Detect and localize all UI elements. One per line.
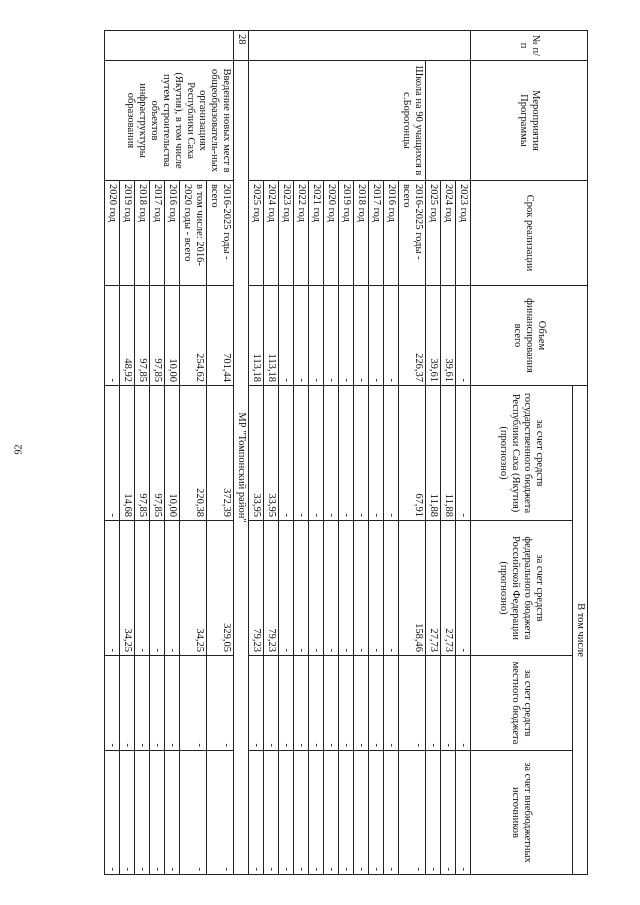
rs-budget-cell: 97,85 (150, 386, 165, 521)
local-budget-cell: - (294, 656, 309, 751)
rs-budget-cell: 33,95 (264, 386, 279, 521)
period-cell: 2025 год (426, 181, 441, 286)
rs-budget-cell: 11,88 (441, 386, 456, 521)
period-cell: 2019 год (339, 181, 354, 286)
fed-budget-cell: 79,23 (249, 521, 264, 656)
fed-budget-cell: - (354, 521, 369, 656)
extra-budget-cell: - (324, 751, 339, 875)
local-budget-cell: - (441, 656, 456, 751)
total-cell: - (456, 286, 471, 386)
header-rs-budget: за счет средств государственного бюджета Республики Саха (Якутия) (прогнозно) (471, 386, 573, 521)
local-budget-cell: - (354, 656, 369, 751)
total-cell: 97,85 (150, 286, 165, 386)
rs-budget-cell: 97,85 (135, 386, 150, 521)
period-cell: 2016-2025 годы - всего (399, 181, 426, 286)
period-cell: 2017 год (369, 181, 384, 286)
period-cell: 2020 год (324, 181, 339, 286)
period-cell: 2019 год (120, 181, 135, 286)
measure-cell: Введение новых мест в общеобразователь-ных организациях Республики Саха (Якутия), в том числе путем строительства объектов инфраструктуры образования (105, 61, 234, 181)
period-cell: 2018 год (354, 181, 369, 286)
local-budget-cell: - (324, 656, 339, 751)
fed-budget-cell: 329,05 (207, 521, 234, 656)
rs-budget-cell: - (369, 386, 384, 521)
extra-budget-cell: - (105, 751, 120, 875)
header-total: Объем финансирования всего (471, 286, 588, 386)
period-cell: 2025 год (249, 181, 264, 286)
fed-budget-cell: - (456, 521, 471, 656)
total-cell: 113,18 (249, 286, 264, 386)
period-cell: 2016 год (384, 181, 399, 286)
rs-budget-cell: 14,68 (120, 386, 135, 521)
financing-table (104, 30, 588, 875)
period-cell: 2016-2025 годы - всего (207, 181, 234, 286)
fed-budget-cell: 34,25 (120, 521, 135, 656)
extra-budget-cell: - (150, 751, 165, 875)
rs-budget-cell: 372,39 (207, 386, 234, 521)
measure-cell (426, 61, 471, 181)
fed-budget-cell: - (279, 521, 294, 656)
extra-budget-cell: - (294, 751, 309, 875)
total-cell: 113,18 (264, 286, 279, 386)
fed-budget-cell: 27,73 (426, 521, 441, 656)
total-cell: 701,44 (207, 286, 234, 386)
local-budget-cell: - (180, 656, 207, 751)
school-name-cell: Школа на 90 учащихся в с.Борогонцы (249, 61, 426, 181)
total-cell: 226,37 (399, 286, 426, 386)
extra-budget-cell: - (180, 751, 207, 875)
local-budget-cell: - (384, 656, 399, 751)
rs-budget-cell: - (294, 386, 309, 521)
local-budget-cell: - (279, 656, 294, 751)
table-row (399, 31, 426, 875)
fed-budget-cell: 34,25 (180, 521, 207, 656)
extra-budget-cell: - (384, 751, 399, 875)
rs-budget-cell: 10,00 (165, 386, 180, 521)
rs-budget-cell: - (456, 386, 471, 521)
total-cell: 97,85 (135, 286, 150, 386)
extra-budget-cell: - (249, 751, 264, 875)
fed-budget-cell: - (369, 521, 384, 656)
local-budget-cell: - (369, 656, 384, 751)
fed-budget-cell: 158,46 (399, 521, 426, 656)
extra-budget-cell: - (309, 751, 324, 875)
total-cell: 39,61 (426, 286, 441, 386)
header-fed-budget: за счет средств федерального бюджета Российской Федерации (прогнозно) (471, 521, 573, 656)
total-cell: - (384, 286, 399, 386)
section-number-cell: 28 (234, 31, 249, 61)
local-budget-cell: - (150, 656, 165, 751)
local-budget-cell: - (264, 656, 279, 751)
no-cell (105, 31, 234, 61)
header-period: Срок реализации (471, 181, 588, 286)
extra-budget-cell: - (456, 751, 471, 875)
header-local-budget: за счет средств местного бюджета (471, 656, 573, 751)
local-budget-cell: - (249, 656, 264, 751)
table-row (456, 31, 471, 875)
rs-budget-cell: 33,95 (249, 386, 264, 521)
extra-budget-cell: - (441, 751, 456, 875)
extra-budget-cell: - (120, 751, 135, 875)
extra-budget-cell: - (207, 751, 234, 875)
section-header-row (234, 31, 249, 875)
period-cell: 2022 год (294, 181, 309, 286)
rs-budget-cell: - (105, 386, 120, 521)
local-budget-cell: - (399, 656, 426, 751)
local-budget-cell: - (309, 656, 324, 751)
table-row (207, 31, 234, 875)
header-measures: Мероприятия Программы (471, 61, 588, 181)
fed-budget-cell: 27,73 (441, 521, 456, 656)
fed-budget-cell: - (339, 521, 354, 656)
rotated-table-page (107, 30, 588, 874)
fed-budget-cell: - (309, 521, 324, 656)
period-cell: 2024 год (264, 181, 279, 286)
period-cell: в том числе: 2016-2020 годы - всего (180, 181, 207, 286)
total-cell: - (369, 286, 384, 386)
local-budget-cell: - (339, 656, 354, 751)
local-budget-cell: - (165, 656, 180, 751)
period-cell: 2024 год (441, 181, 456, 286)
total-cell: 10,00 (165, 286, 180, 386)
total-cell: - (339, 286, 354, 386)
total-cell: - (324, 286, 339, 386)
total-cell: - (309, 286, 324, 386)
period-cell: 2016 год (165, 181, 180, 286)
local-budget-cell: - (456, 656, 471, 751)
rs-budget-cell: - (354, 386, 369, 521)
fed-budget-cell: - (324, 521, 339, 656)
total-cell: 39,61 (441, 286, 456, 386)
period-cell: 2023 год (456, 181, 471, 286)
fed-budget-cell: - (165, 521, 180, 656)
fed-budget-cell: - (105, 521, 120, 656)
header-extra-budget: за счет внебюджетных источников (471, 751, 573, 875)
period-cell: 2020 год (105, 181, 120, 286)
period-cell: 2017 год (150, 181, 165, 286)
rs-budget-cell: - (324, 386, 339, 521)
local-budget-cell: - (120, 656, 135, 751)
section-title-cell: МР "Томпонский район" (234, 61, 249, 875)
extra-budget-cell: - (354, 751, 369, 875)
period-cell: 2021 год (309, 181, 324, 286)
local-budget-cell: - (135, 656, 150, 751)
local-budget-cell: - (105, 656, 120, 751)
period-cell: 2023 год (279, 181, 294, 286)
total-cell: - (294, 286, 309, 386)
rs-budget-cell: 220,38 (180, 386, 207, 521)
extra-budget-cell: - (264, 751, 279, 875)
rs-budget-cell: - (309, 386, 324, 521)
fed-budget-cell: - (384, 521, 399, 656)
total-cell: - (354, 286, 369, 386)
total-cell: 254,62 (180, 286, 207, 386)
extra-budget-cell: - (279, 751, 294, 875)
extra-budget-cell: - (135, 751, 150, 875)
extra-budget-cell: - (426, 751, 441, 875)
fed-budget-cell: - (294, 521, 309, 656)
rs-budget-cell: 67,91 (399, 386, 426, 521)
rs-budget-cell: - (279, 386, 294, 521)
extra-budget-cell: - (369, 751, 384, 875)
total-cell: 48,92 (120, 286, 135, 386)
local-budget-cell: - (426, 656, 441, 751)
fed-budget-cell: 79,23 (264, 521, 279, 656)
extra-budget-cell: - (399, 751, 426, 875)
no-cell (249, 31, 471, 61)
header-including: В том числе (573, 386, 588, 875)
total-cell: - (279, 286, 294, 386)
fed-budget-cell: - (135, 521, 150, 656)
header-no: № п/п (471, 31, 588, 61)
fed-budget-cell: - (150, 521, 165, 656)
page-number: 92 (13, 444, 25, 455)
total-cell: - (105, 286, 120, 386)
extra-budget-cell: - (165, 751, 180, 875)
rs-budget-cell: 11,88 (426, 386, 441, 521)
local-budget-cell: - (207, 656, 234, 751)
rs-budget-cell: - (339, 386, 354, 521)
extra-budget-cell: - (339, 751, 354, 875)
rs-budget-cell: - (384, 386, 399, 521)
period-cell: 2018 год (135, 181, 150, 286)
